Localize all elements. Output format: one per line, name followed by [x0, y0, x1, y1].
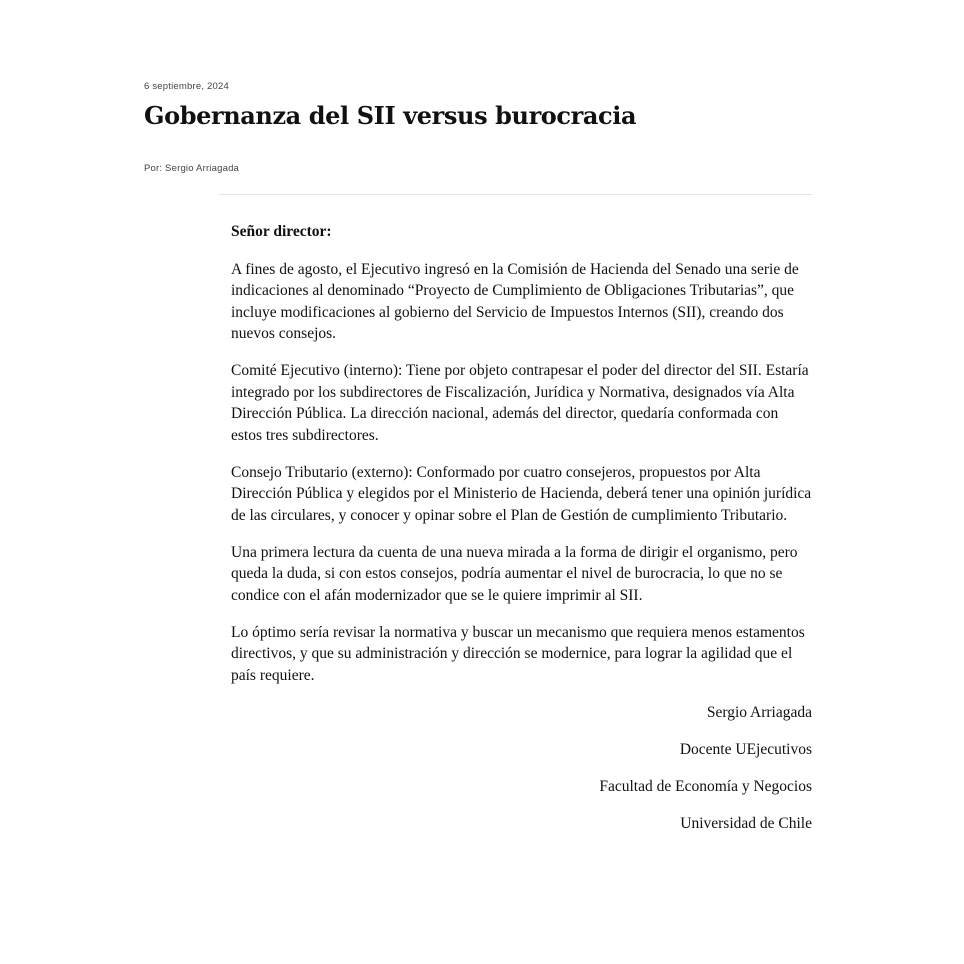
- article-body: [231, 221, 812, 850]
- header-divider: [219, 194, 812, 195]
- publish-date: 6 septiembre, 2024: [144, 81, 229, 92]
- author-byline: Por: Sergio Arriagada: [144, 163, 240, 174]
- article-header: [144, 80, 824, 176]
- paragraph-3: Consejo Tributario (externo): Conformado por cuatro consejeros, propuestos por Alta Dirección Pública y elegidos por el Ministerio de Hacienda, deberá tener una opinión jurídica de las circulares, y conocer y opinar sobre el Plan de Gestión de cumplimiento Tributario.: [231, 463, 812, 524]
- paragraph-2: Comité Ejecutivo (interno): Tiene por objeto contrapesar el poder del director del SII. Estaría integrado por los subdirectores de Fiscalización, Jurídica y Normativa, designados vía Alta Dirección Pública. La dirección nacional, además del director, quedaría conformada con estos tres subdirectores.: [231, 362, 809, 444]
- salutation: Señor director:: [231, 223, 332, 240]
- signature-faculty: Facultad de Economía y Negocios: [599, 777, 812, 795]
- paragraph-4: Una primera lectura da cuenta de una nueva mirada a la forma de dirigir el organismo, pero queda la duda, si con estos consejos, podría aumentar el nivel de burocracia, lo que no se condice con el afán modernizador que se le quiere imprimir al SII.: [231, 543, 798, 604]
- article-title: Gobernanza del SII versus burocracia: [144, 101, 637, 130]
- signature-role: Docente UEjecutivos: [679, 740, 812, 758]
- signature-block: [231, 702, 812, 835]
- signature-university: Universidad de Chile: [680, 814, 812, 832]
- signature-name: Sergio Arriagada: [706, 703, 812, 721]
- paragraph-1: A fines de agosto, el Ejecutivo ingresó en la Comisión de Hacienda del Senado una serie de indicaciones al denominado “Proyecto de Cumplimiento de Obligaciones Tributarias”, que incluye modificaciones al gobierno del Servicio de Impuestos Internos (SII), creando dos nuevos consejos.: [231, 260, 799, 342]
- paragraph-5: Lo óptimo sería revisar la normativa y buscar un mecanismo que requiera menos estamentos directivos, y que su administración y dirección se modernice, para lograr la agilidad que el país requiere.: [231, 623, 805, 684]
